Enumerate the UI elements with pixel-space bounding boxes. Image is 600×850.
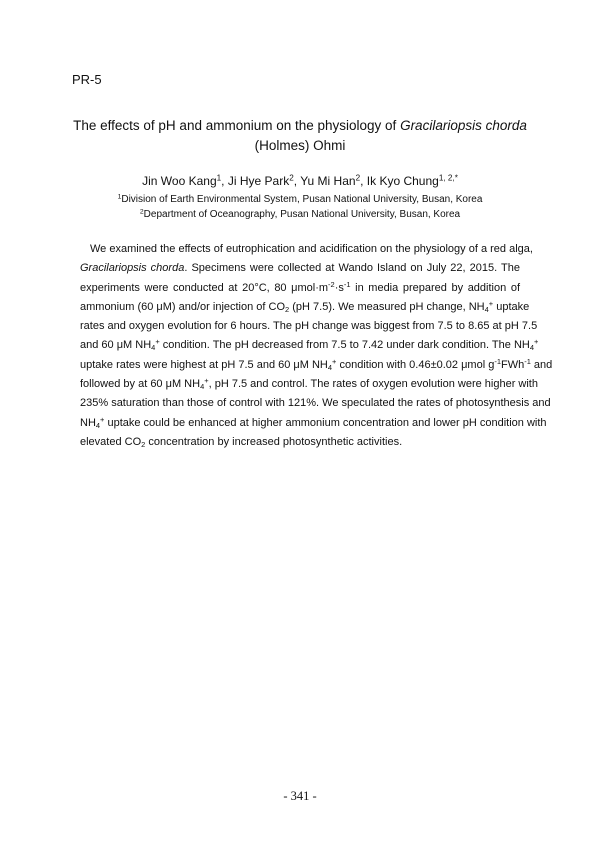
exponent: -1 (524, 356, 531, 366)
abstract-line (80, 259, 520, 278)
abstract-body (80, 240, 553, 452)
author-separator: , (293, 174, 301, 188)
author-name: Ik Kyo Chung (366, 174, 439, 188)
abstract-line (80, 298, 530, 317)
abstract-text: and 60 μM NH (80, 339, 152, 352)
author-name: Ji Hye Park (227, 174, 290, 188)
abstract-line: We examined the effects of eutrophication and acidification on the physiology of a red alga, (90, 243, 533, 255)
superscript: + (534, 337, 539, 347)
subscript: 4 (200, 381, 205, 391)
abstract-text: and (530, 358, 553, 371)
abstract-text: elevated CO (80, 435, 142, 448)
abstract-text: concentration by increased photosynthetic activities. (145, 435, 403, 448)
subscript: 2 (141, 439, 146, 449)
author-list (40, 174, 560, 189)
abstract-text: in media prepared by addition of (350, 281, 520, 294)
abstract-text: condition. The pH decreased from 7.5 to 7.42 under dark condition. The NH (159, 339, 530, 352)
author-affiliation-mark: 1 (216, 173, 222, 183)
abstract-text: uptake rates were highest at pH 7.5 and 60 μM NH (80, 358, 328, 371)
abstract-text: ·s (334, 281, 344, 294)
species-name: Gracilariopsis chorda (80, 262, 185, 275)
title-species-name: Gracilariopsis chorda (400, 118, 527, 133)
title-text: The effects of pH and ammonium on the physiology of (73, 118, 401, 133)
author-name: Jin Woo Kang (142, 174, 217, 188)
affiliation-mark: 1 (117, 193, 122, 201)
abstract-text: uptake could be enhanced at higher ammonium concentration and lower pH condition with (104, 416, 547, 429)
abstract-text: ammonium (60 μM) and/or injection of CO (80, 300, 286, 313)
abstract-text: followed by at 60 μM NH (80, 378, 201, 391)
abstract-line (80, 414, 547, 433)
superscript: + (155, 337, 160, 347)
subscript: 4 (484, 304, 489, 314)
subscript: 4 (327, 362, 333, 372)
abstract-text: FWh (500, 358, 525, 371)
subscript: 4 (151, 343, 156, 353)
abstract-line (80, 433, 520, 452)
abstract-text: , pH 7.5 and control. The rates of oxygen evolution were higher with (208, 378, 538, 391)
abstract-line (80, 336, 539, 355)
abstract-line (80, 356, 553, 375)
exponent: -1 (494, 356, 501, 366)
abstract-text: (pH 7.5). We measured pH change, NH (289, 300, 485, 313)
abstract-line: 235% saturation than those of control with 121%. We speculated the rates of photosynthesis and (80, 397, 551, 410)
abstract-text: experiments were conducted at 20°C, 80 μmol·m (80, 281, 329, 294)
exponent: -1 (343, 279, 351, 289)
exponent: -2 (328, 279, 335, 289)
superscript: + (488, 298, 494, 308)
affiliation-text: Department of Oceanography, Pusan National University, Busan, Korea (143, 209, 461, 220)
abstract-line (80, 279, 520, 298)
abstract-text: uptake (493, 300, 530, 313)
abstract-text: . Specimens were collected at Wando Island on July 22, 2015. The (184, 262, 520, 275)
title-line-1 (40, 116, 560, 136)
author-affiliation-mark: 2 (355, 173, 361, 183)
author-separator: , (221, 174, 228, 188)
subscript: 2 (285, 304, 290, 314)
author-affiliation-mark: 1, 2,* (438, 173, 458, 183)
abstract-text: condition with 0.46±0.02 μmol g (336, 358, 495, 371)
page-number: - 341 - (283, 789, 317, 803)
affiliation-1 (40, 193, 560, 206)
affiliation-2 (40, 208, 560, 221)
subscript: 4 (529, 343, 534, 353)
abstract-text: NH (80, 416, 96, 429)
title-line-2: (Holmes) Ohmi (254, 138, 346, 153)
superscript: + (332, 356, 337, 366)
superscript: + (100, 414, 105, 424)
abstract-line (80, 375, 538, 394)
author-separator: , (360, 174, 367, 188)
superscript: + (204, 375, 209, 385)
subscript: 4 (95, 420, 101, 430)
author-name: Yu Mi Han (300, 174, 356, 188)
affiliation-text: Division of Earth Environmental System, Pusan National University, Busan, Korea (121, 194, 483, 205)
abstract-line: rates and oxygen evolution for 6 hours. The pH change was biggest from 7.5 to 8.65 at pH 7.5 (80, 320, 538, 333)
paper-title (40, 116, 560, 156)
affiliation-mark: 2 (139, 208, 144, 216)
author-affiliation-mark: 2 (289, 173, 294, 183)
section-code: PR-5 (72, 72, 102, 87)
